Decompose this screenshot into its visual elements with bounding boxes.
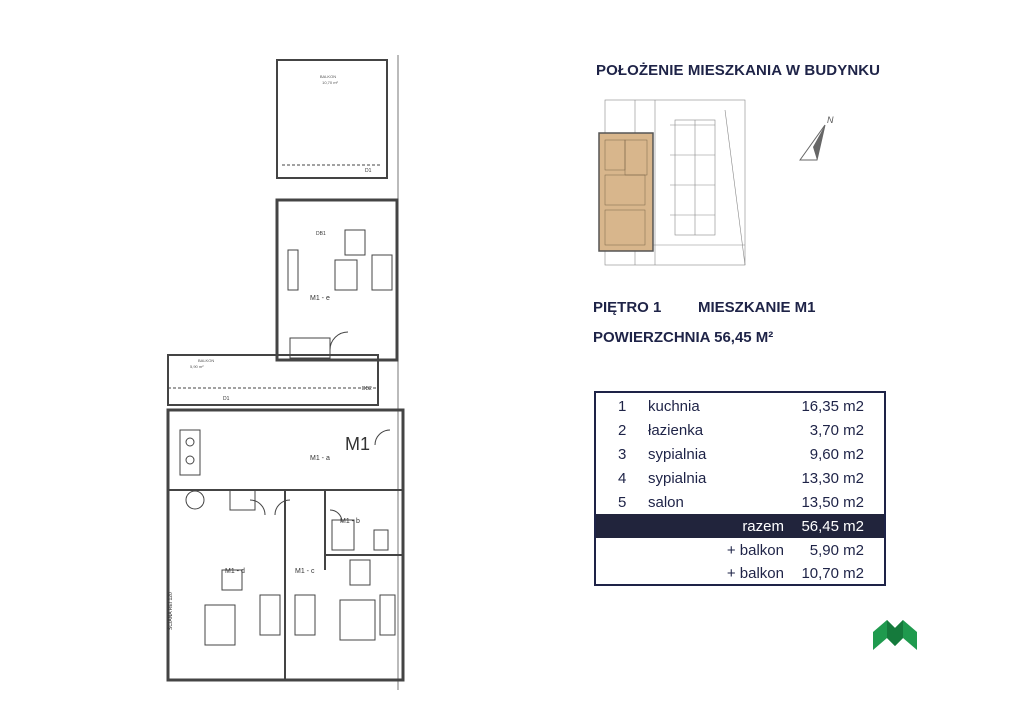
room-area-table <box>594 391 886 586</box>
total-label: razem <box>742 518 784 535</box>
room-area: 9,60 m2 <box>809 446 864 463</box>
room-row <box>596 394 884 418</box>
plan-door-tag-db2: DB2 <box>362 386 372 392</box>
building-site-plan <box>595 95 755 270</box>
room-number: 3 <box>618 446 627 463</box>
plan-unit-label: M1 <box>345 434 371 454</box>
plan-door-tag-top: D1 <box>365 168 372 174</box>
floor-label: PIĘTRO 1 <box>593 299 662 316</box>
plan-balcony-label-left: BALKON <box>198 358 215 363</box>
room-row <box>596 466 884 490</box>
apartment-label: MIESZKANIE M1 <box>698 299 816 316</box>
balcony-label: + balkon <box>726 542 784 559</box>
room-number: 4 <box>618 470 627 487</box>
total-area: 56,45 m2 <box>801 518 864 535</box>
room-number: 5 <box>618 494 627 511</box>
plan-door-tag-db1: DB1 <box>316 231 326 237</box>
north-label: N <box>827 115 834 125</box>
brand-logo-icon <box>873 618 917 650</box>
room-name: sypialnia <box>648 446 707 463</box>
room-number: 1 <box>618 398 627 415</box>
balcony-area: 5,90 m2 <box>809 542 864 559</box>
plan-door-tag-left: D1 <box>223 396 230 402</box>
room-row <box>596 442 884 466</box>
room-area: 3,70 m2 <box>809 422 864 439</box>
room-row <box>596 490 884 514</box>
plan-room-tag-d: M1 - d <box>225 568 245 575</box>
plan-room-tag-b: M1 - b <box>340 518 360 525</box>
plan-balcony-area-top: 10,70 m² <box>322 80 338 85</box>
plan-room-tag-a: M1 - a <box>310 455 330 462</box>
balcony-row <box>596 561 884 585</box>
room-area: 13,50 m2 <box>801 494 864 511</box>
room-number: 2 <box>618 422 627 439</box>
plan-balcony-area-left: 5,90 m² <box>190 364 204 369</box>
plan-balcony-label-top: BALKON <box>319 74 337 79</box>
room-name: łazienka <box>648 422 704 439</box>
floor-plan <box>150 50 420 690</box>
balcony-label: + balkon <box>726 565 784 582</box>
balcony-area: 10,70 m2 <box>801 565 864 582</box>
total-row <box>596 514 884 538</box>
plan-room-tag-e: M1 - e <box>310 295 330 302</box>
room-name: kuchnia <box>648 398 700 415</box>
room-name: sypialnia <box>648 470 707 487</box>
room-area: 13,30 m2 <box>801 470 864 487</box>
room-name: salon <box>648 494 684 511</box>
plan-room-tag-c: M1 - c <box>295 568 315 575</box>
area-label: POWIERZCHNIA 56,45 M² <box>593 329 774 346</box>
balcony-row <box>596 538 884 562</box>
room-row <box>596 418 884 442</box>
location-heading: POŁOŻENIE MIESZKANIA W BUDYNKU <box>596 62 881 79</box>
room-area: 16,35 m2 <box>801 398 864 415</box>
plan-wall-label: ŚCIANA REI 120 <box>168 592 174 630</box>
